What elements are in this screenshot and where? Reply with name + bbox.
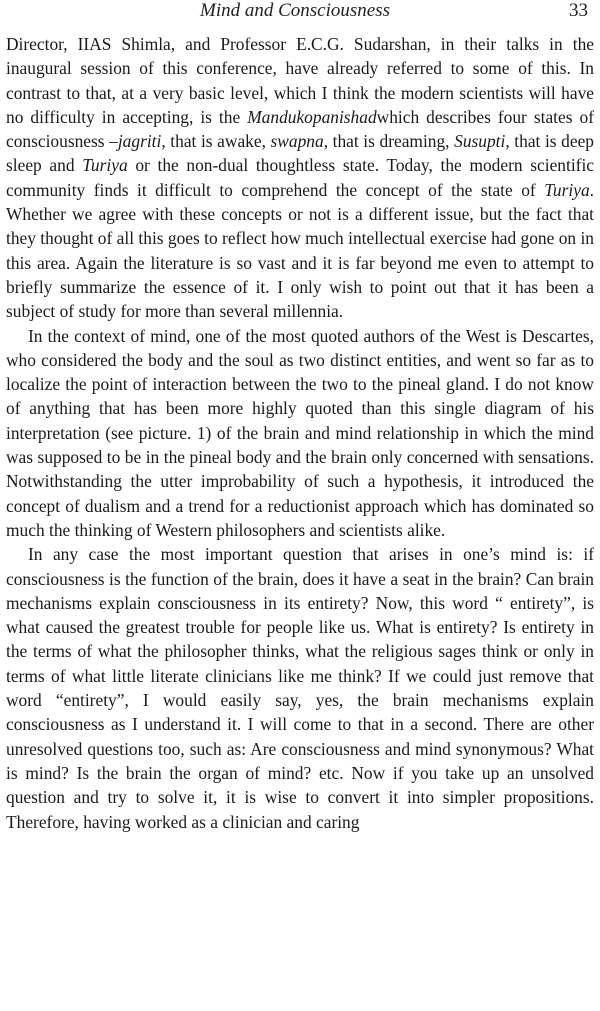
- text-run: which describes four states of consciousness –: [6, 106, 594, 152]
- text-run: , that is deep sleep and: [6, 131, 594, 176]
- italic-term: Susupti: [454, 131, 506, 152]
- text-run: In the context of mind, one of the most quoted authors of the West is Descartes, who considered the body and the soul as two distinct entities, and went so far as to localize the point of interaction between the two to the pineal gland. I do not know of anything that has been more highly quoted than this single diagram of his interpretation (see picture. 1) of the brain and mind relationship in which the mind was supposed to be in the pineal body and the brain only concerned with sensations. Notwithstanding the utter improbability of such a hypothesis, it introduced the concept of dualism and a trend for a reductionist approach which has dominated so much the thinking of Western philosophers and scientists alike.: [6, 325, 594, 540]
- italic-term: Mandukopanishad: [247, 106, 377, 127]
- running-title: Mind and Consciousness: [200, 0, 390, 21]
- text-run: or the non-dual thoughtless state. Today, the modern scientific community finds it difficult to comprehend the concept of the state of: [6, 155, 594, 200]
- text-run: Director, IIAS Shimla, and Professor E.C.G. Sudarshan, in their talks in the inaugural session of this conference, have already referred to some of this. In contrast to that, at a very basic level, which I think the modern scientists will have no difficulty in accepting, is the: [6, 34, 594, 127]
- text-run: In any case the most important question that arises in one’s mind is: if consciousness is the function of the brain, does it have a seat in the brain? Can brain mechanisms explain consciousness in its entirety? Now, this word “ entirety”, is what caused the greatest trouble for people like us. What is entirety? Is entirety in the terms of what the philosopher thinks, what the religious sages think or only in terms of what little literate clinicians like me think? If we could just remove that word “entirety”, I would easily say, yes, the brain mechanisms explain consciousness as I understand it. I will come to that in a second. There are other unresolved questions too, such as: Are consciousness and mind synonymous? What is mind? Is the brain the organ of mind? etc. Now if you take up an unsolved question and try to solve it, it is wise to convert it into simpler propositions. Therefore, having worked as a clinician and caring: [6, 544, 594, 832]
- body-text: [6, 32, 594, 834]
- running-head: [0, 0, 600, 24]
- text-run: , that is dreaming,: [323, 131, 455, 152]
- italic-term: Turiya: [544, 179, 590, 200]
- paragraph-1: [6, 32, 594, 324]
- paragraph-2: [6, 324, 594, 543]
- text-run: . Whether we agree with these concepts or not is a different issue, but the fact that they thought of all this goes to reflect how much intellectual exercise had gone on in this area. Again the literature is so vast and it is far beyond me even to attempt to briefly summarize the essence of it. I only wish to point out that it has been a subject of study for more than several millennia.: [6, 179, 594, 322]
- page-number: 33: [569, 0, 588, 21]
- italic-term: jagriti: [117, 131, 162, 152]
- italic-term: Turiya: [82, 155, 128, 176]
- paragraph-3: [6, 542, 594, 834]
- text-run: , that is awake,: [161, 131, 271, 152]
- italic-term: swapna: [270, 131, 324, 152]
